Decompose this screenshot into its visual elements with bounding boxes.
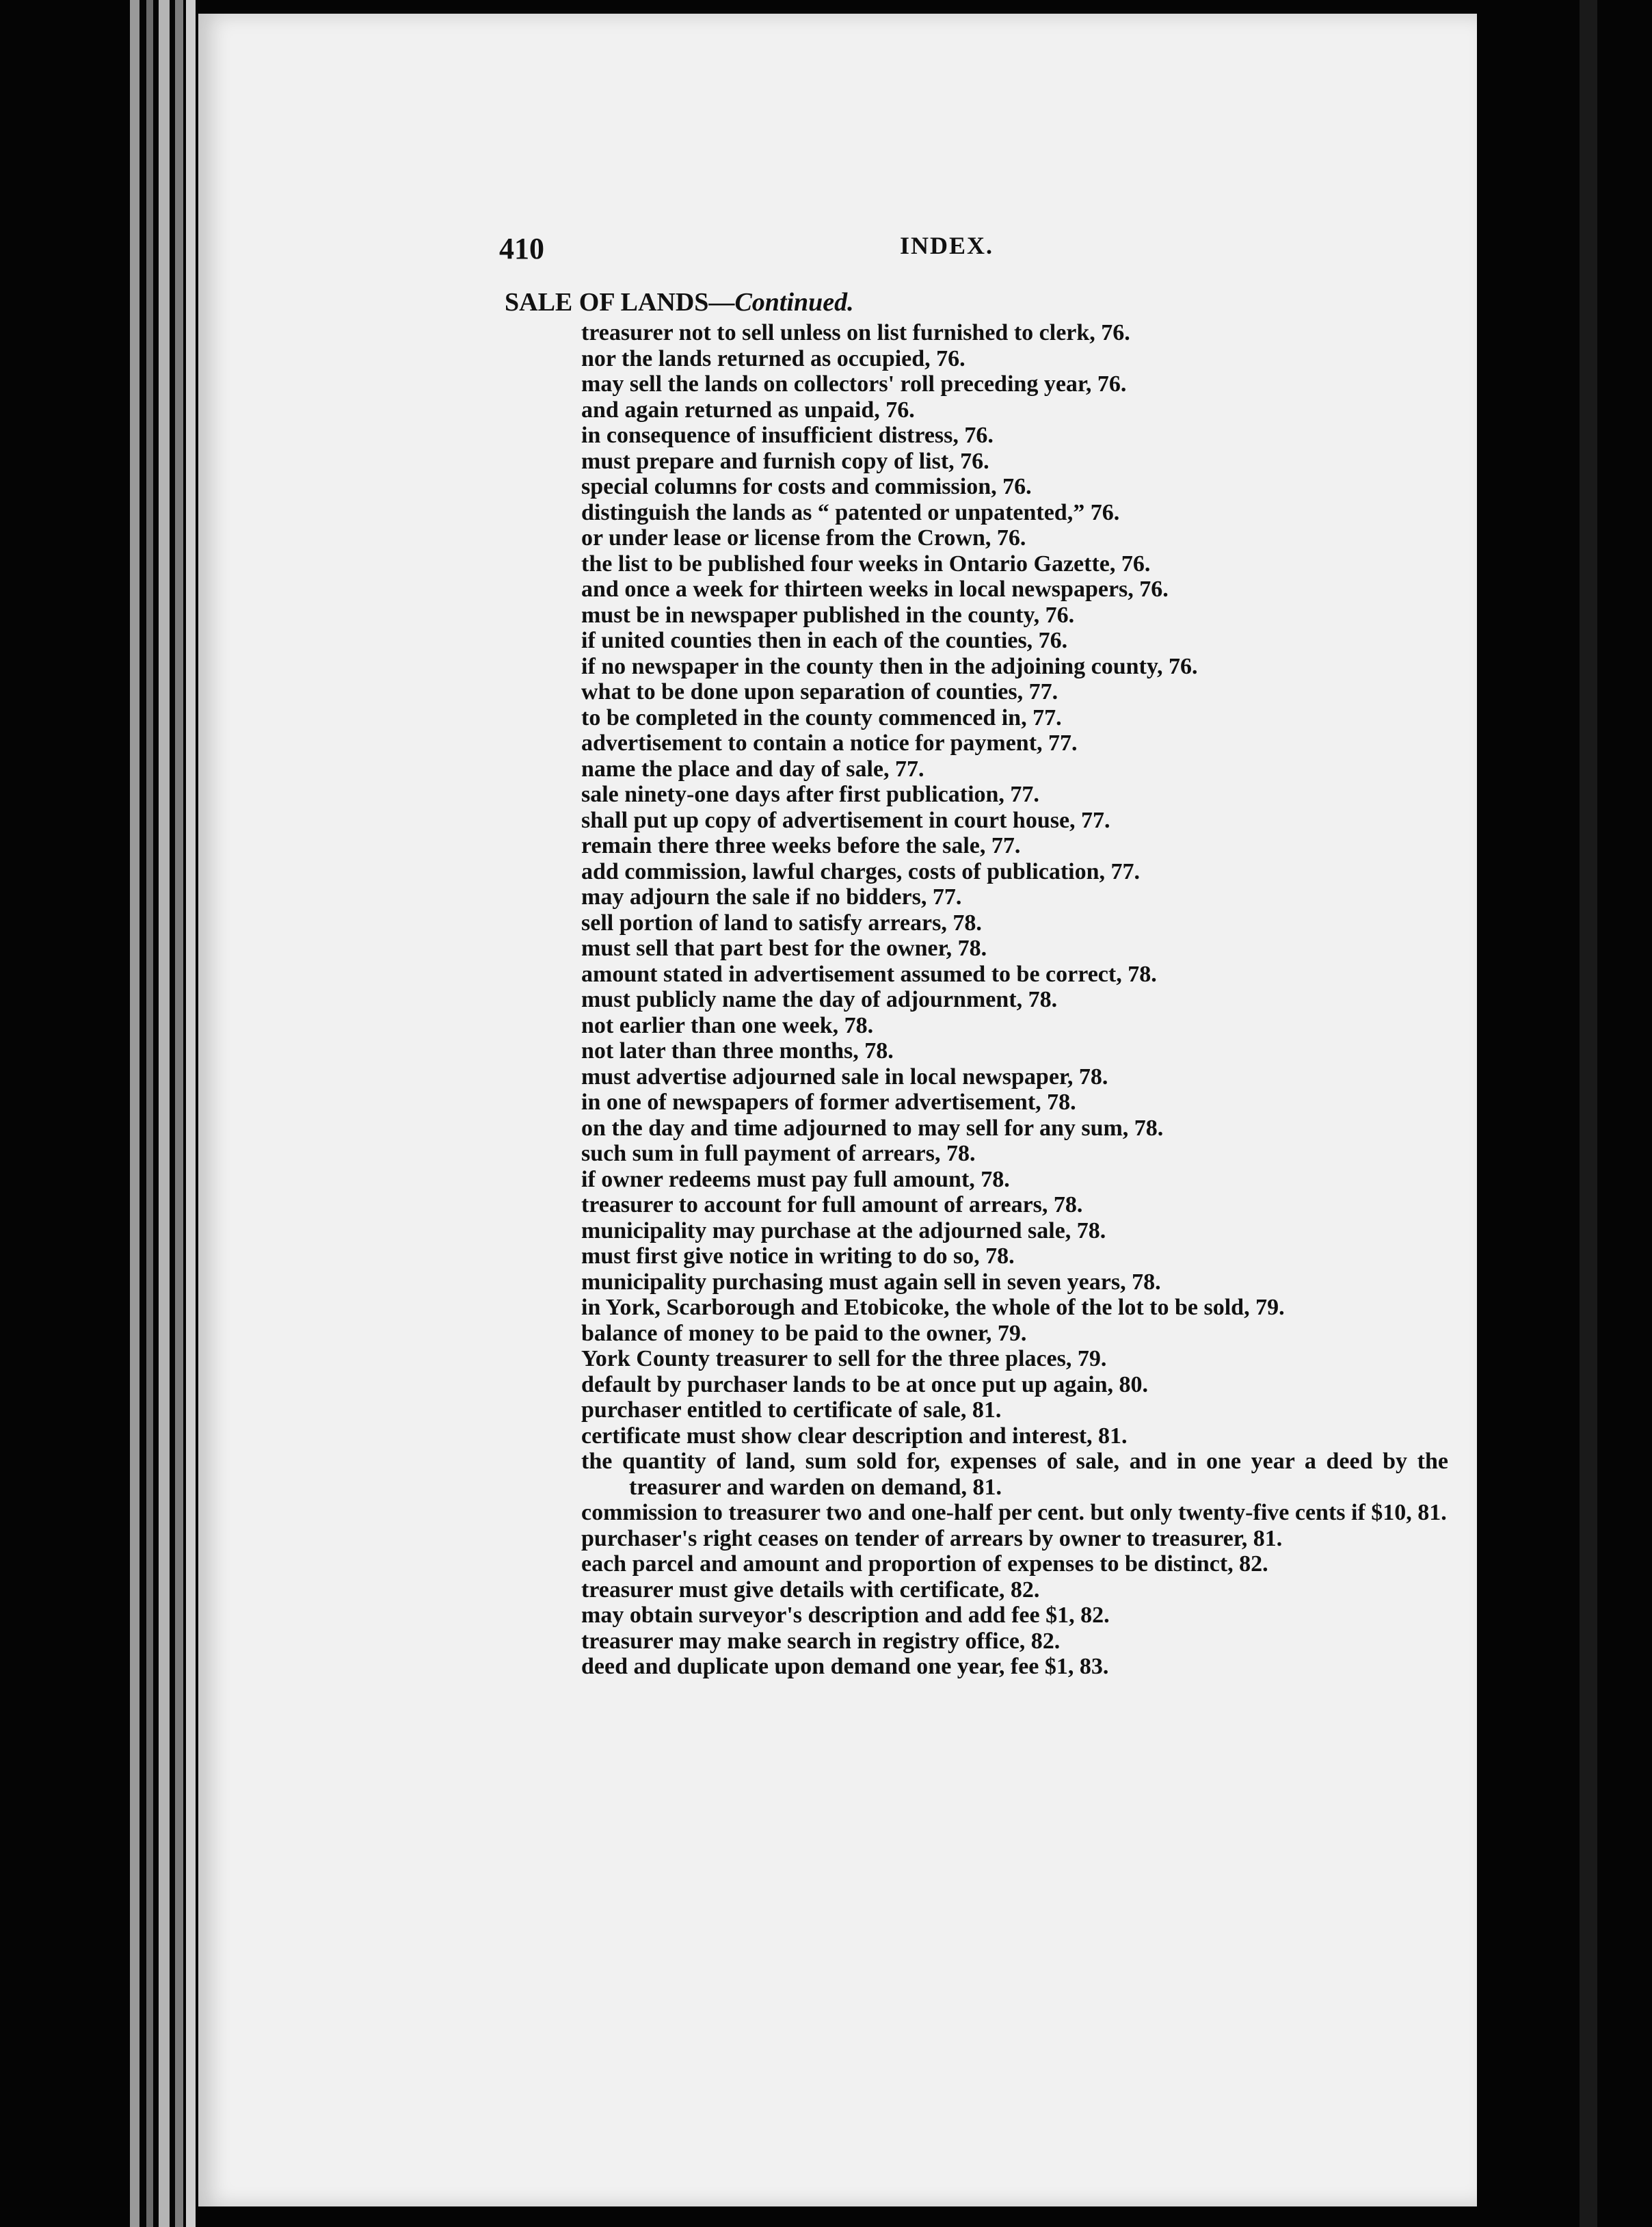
index-entries (505, 320, 1448, 1680)
continued-label: Continued. (734, 288, 854, 317)
index-entry: if owner redeems must pay full amount, 78. (581, 1166, 1010, 1192)
index-entry: in one of newspapers of former advertisement, 78. (581, 1090, 1076, 1115)
index-entry: and once a week for thirteen weeks in local newspapers, 76. (581, 577, 1169, 602)
index-entry: sell portion of land to satisfy arrears, 78. (581, 910, 982, 936)
index-entry: may adjourn the sale if no bidders, 77. (581, 884, 962, 910)
running-head: INDEX. (900, 232, 994, 259)
index-entry: treasurer must give details with certificate, 82. (581, 1577, 1040, 1603)
index-entry: remain there three weeks before the sale, 77. (581, 833, 1021, 858)
index-entry: treasurer not to sell unless on list furnished to clerk, 76. (581, 320, 1130, 345)
scan-border (1580, 0, 1597, 2227)
index-entry: amount stated in advertisement assumed to be correct, 78. (581, 961, 1157, 987)
index-entry: add commission, lawful charges, costs of publication, 77. (581, 858, 1140, 884)
index-entry: such sum in full payment of arrears, 78. (581, 1141, 976, 1166)
index-entry: distinguish the lands as “ patented or unpatented,” 76. (581, 499, 1120, 525)
section-title: SALE OF LANDS— (505, 288, 735, 317)
index-entry: must sell that part best for the owner, 78. (581, 936, 987, 961)
index-entry: municipality may purchase at the adjourned sale, 78. (581, 1217, 1106, 1243)
index-entry: may obtain surveyor's description and add fee $1, 82. (581, 1603, 1110, 1628)
index-entry: to be completed in the county commenced in, 77. (581, 704, 1062, 730)
index-entry: the quantity of land, sum sold for, expenses of sale, and in one year a deed by the treasurer and warden on demand, 81. (581, 1449, 1448, 1500)
index-entry: shall put up copy of advertisement in court house, 77. (581, 807, 1110, 833)
index-entry: in consequence of insufficient distress, 76. (581, 423, 994, 448)
index-entry: must publicly name the day of adjournment, 78. (581, 987, 1058, 1012)
index-entry: municipality purchasing must again sell in seven years, 78. (581, 1269, 1161, 1295)
index-entry: deed and duplicate upon demand one year, fee $1, 83. (581, 1654, 1109, 1679)
index-entry: special columns for costs and commission, 76. (581, 474, 1032, 499)
index-entry: balance of money to be paid to the owner, 79. (581, 1320, 1027, 1346)
index-entry: York County treasurer to sell for the three places, 79. (581, 1346, 1107, 1371)
index-entry: the list to be published four weeks in Ontario Gazette, 76. (581, 551, 1151, 577)
index-entry: treasurer to account for full amount of arrears, 78. (581, 1192, 1083, 1217)
index-entry: name the place and day of sale, 77. (581, 756, 924, 782)
section-heading (505, 287, 1448, 317)
page-number: 410 (499, 232, 544, 265)
page-header (499, 231, 1238, 272)
index-entry: purchaser's right ceases on tender of arrears by owner to treasurer, 81. (581, 1525, 1283, 1551)
index-entry: must first give notice in writing to do so, 78. (581, 1243, 1015, 1269)
book-edge (146, 0, 153, 2227)
book-edge (186, 0, 196, 2227)
index-entry: if united counties then in each of the counties, 76. (581, 628, 1068, 653)
index-entry: what to be done upon separation of counties, 77. (581, 679, 1058, 704)
index-entry: must prepare and furnish copy of list, 76. (581, 448, 989, 474)
index-section (505, 287, 1448, 1680)
index-entry: nor the lands returned as occupied, 76. (581, 345, 965, 371)
index-entry: on the day and time adjourned to may sell for any sum, 78. (581, 1115, 1164, 1141)
index-entry: not later than three months, 78. (581, 1038, 894, 1064)
index-entry: must advertise adjourned sale in local newspaper, 78. (581, 1064, 1108, 1090)
index-entry: purchaser entitled to certificate of sale, 81. (581, 1397, 1002, 1423)
index-entry: must be in newspaper published in the county, 76. (581, 602, 1075, 628)
index-entry: if no newspaper in the county then in the adjoining county, 76. (581, 653, 1198, 679)
index-entry: or under lease or license from the Crown, 76. (581, 525, 1026, 551)
index-entry: treasurer may make search in registry office, 82. (581, 1628, 1061, 1654)
index-entry: may sell the lands on collectors' roll preceding year, 76. (581, 371, 1127, 397)
index-entry: sale ninety-one days after first publication, 77. (581, 782, 1039, 807)
index-entry: and again returned as unpaid, 76. (581, 397, 915, 423)
index-entry: certificate must show clear description and interest, 81. (581, 1423, 1128, 1449)
book-edge (175, 0, 183, 2227)
index-entry: not earlier than one week, 78. (581, 1012, 874, 1038)
book-edge (159, 0, 170, 2227)
index-entry: default by purchaser lands to be at once put up again, 80. (581, 1371, 1149, 1397)
index-entry: each parcel and amount and proportion of expenses to be distinct, 82. (581, 1551, 1268, 1577)
index-entry: in York, Scarborough and Etobicoke, the whole of the lot to be sold, 79. (581, 1295, 1285, 1320)
book-edge (130, 0, 139, 2227)
index-entry: commission to treasurer two and one-half per cent. but only twenty-five cents if $10, 81. (581, 1500, 1447, 1525)
index-entry: advertisement to contain a notice for payment, 77. (581, 730, 1078, 756)
